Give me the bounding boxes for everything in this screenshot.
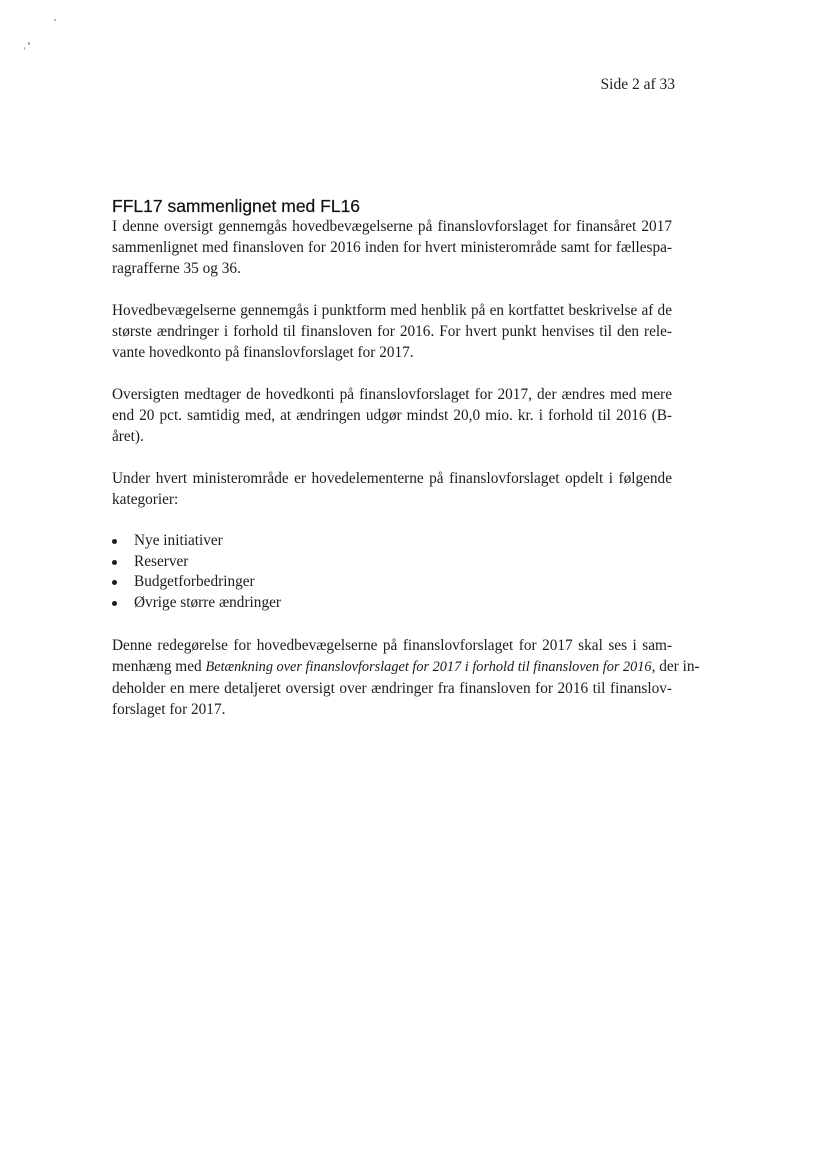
text-line: end 20 pct. samtidig med, at ændringen udgør mindst 20,0 mio. kr. i forhold til 2016 (B- [112,407,672,424]
paragraph-categories-intro [112,468,672,510]
text-line: vante hovedkonto på finanslovforslaget for 2017. [112,344,414,361]
bullet-icon [112,580,117,585]
text-line: I denne oversigt gennemgås hovedbevægelserne på finanslovforslaget for finansåret 2017 [112,218,672,235]
paragraph-scope [112,384,672,447]
category-list [112,531,672,614]
text-line: Under hvert ministerområde er hovedelementerne på finanslovforslaget opdelt i følgende [112,470,672,487]
list-item-label: Budgetforbedringer [134,573,255,591]
scan-speck [28,42,30,45]
text-line: Denne redegørelse for hovedbevægelserne på finanslovforslaget for 2017 skal ses i sam- [112,636,672,654]
list-item [112,572,672,593]
scan-speck [54,19,56,21]
section-heading: FFL17 sammenlignet med FL16 [112,196,361,216]
bullet-icon [112,539,117,544]
list-item [112,552,672,573]
list-item-label: Øvrige større ændringer [134,594,281,612]
text-fragment: , der in- [651,657,700,675]
document-body [112,196,700,741]
list-item-label: Reserver [134,552,189,570]
text-line-with-reference [112,656,700,678]
paragraph-intro [112,216,672,279]
list-item-label: Nye initiativer [134,532,223,549]
text-line: forslaget for 2017. [112,700,226,718]
text-line: sammenlignet med finansloven for 2016 inden for hvert ministerområde samt for fællespa- [112,239,672,256]
paragraph-reference [112,635,700,720]
text-line: deholder en mere detaljeret oversigt over ændringer fra finansloven for 2016 til finanslov- [112,679,672,697]
text-line: Oversigten medtager de hovedkonti på finanslovforslaget for 2017, der ændres med mere [112,386,672,403]
text-line: største ændringer i forhold til finansloven for 2016. For hvert punkt henvises til den rele- [112,323,672,340]
report-title-reference: Betænkning over finanslovforslaget for 2017 i forhold til finansloven for 2016 [205,658,652,675]
text-line: Hovedbevægelserne gennemgås i punktform med henblik på en kortfattet beskrivelse af de [112,302,672,319]
text-line: ragrafferne 35 og 36. [112,260,241,277]
list-item [112,593,672,614]
text-line: kategorier: [112,491,179,508]
text-fragment: menhæng med [112,657,202,675]
bullet-icon [112,601,117,606]
page-number: Side 2 af 33 [600,76,675,93]
paragraph-method [112,300,672,363]
bullet-icon [112,560,117,565]
list-item [112,531,672,552]
scan-speck [24,47,25,50]
text-line: året). [112,428,144,445]
